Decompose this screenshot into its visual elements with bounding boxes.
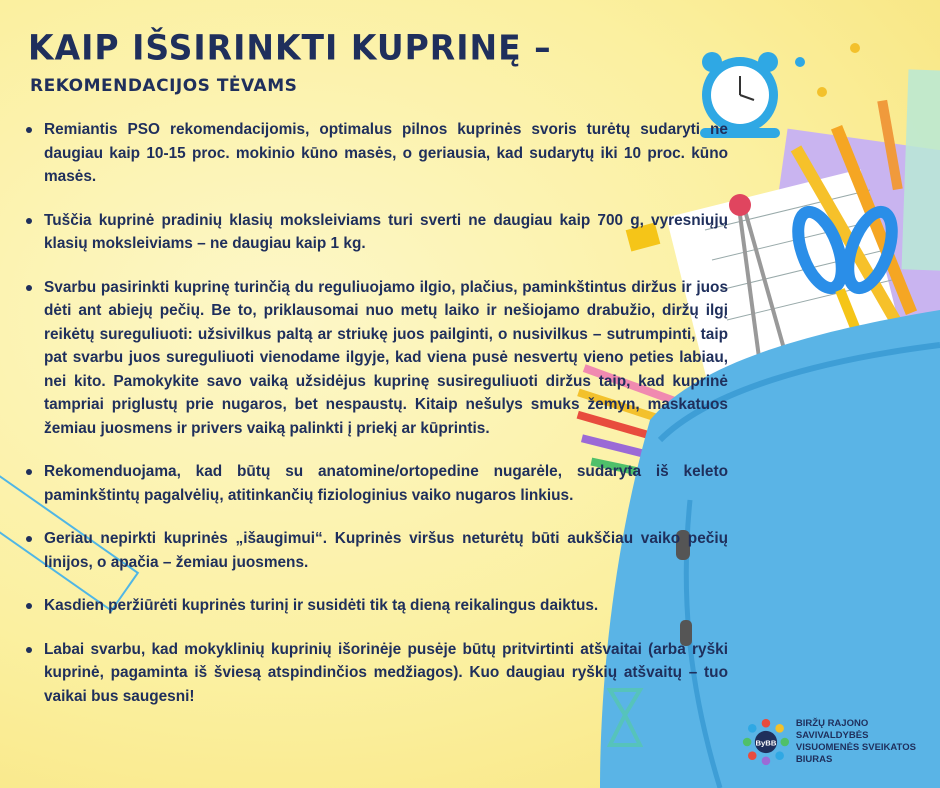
list-item: Remiantis PSO rekomendacijomis, optimalus pilnos kuprinės svoris turėtų sudaryti ne daugiau kaip 10-15 proc. mokinio kūno masės, o geriausia, kad sudarytų iki 10 proc. kūno masės. xyxy=(22,118,728,189)
page-title: KAIP IŠSIRINKTI KUPRINĘ – xyxy=(28,27,552,68)
list-item: Geriau nepirkti kuprinės „išaugimui“. Kuprinės viršus neturėtų būti aukščiau vaiko pečių linijos, o apačia – žemiau juosmens. xyxy=(22,527,728,574)
page-subtitle: REKOMENDACIJOS TĖVAMS xyxy=(30,76,298,96)
list-item: Tuščia kuprinė pradinių klasių moksleiviams turi sverti ne daugiau kaip 700 g, vyresniųjų klasių moksleiviams – ne daugiau kaip 1 kg. xyxy=(22,209,728,256)
logo-badge: ByBB xyxy=(755,738,777,748)
list-item: Labai svarbu, kad mokyklinių kuprinių išorinėje pusėje būtų pritvirtinti atšvaitai (arba ryški kuprinė, pagaminta iš šviesą atspindinčios medžiagos). Kuo daugiau ryškių atšvaitų – tuo vaikai bus saugesni! xyxy=(22,638,728,709)
organization-logo xyxy=(742,712,932,772)
pushpin-icon xyxy=(795,43,860,97)
logo-line-2: VISUOMENĖS SVEIKATOS BIURAS xyxy=(795,742,916,765)
list-item: Svarbu pasirinkti kuprinę turinčią du reguliuojamo ilgio, plačius, paminkštintus diržus ir juos dėti ant abiejų pečių. Be to, priklausomai nuo metų laiko ir nešiojamo drabužio, diržų ilgį reikėtų sureguliuoti: užsivilkus paltą ar striukę juos pailginti, o nusivilkus – sutrumpinti, taip pat svarbu juos sureguliuoti vienodame ilgyje, kad viena pusė nesvertų vieno peties labiau, nei kito. Pamokykite savo vaiką užsidėjus kuprinę susireguliuoti diržus taip, kad kuprinė tampriai priglustų prie nugaros, bet nespaustų. Kitaip nešulys smuks žemyn, maskatuos žemiau juosmens ir privers vaiką palinkti į priekį ar kūprintis. xyxy=(22,276,728,441)
recommendation-list xyxy=(22,118,728,728)
ruler-icon xyxy=(902,69,940,270)
list-item: Rekomenduojama, kad būtų su anatomine/ortopedine nugarėle, sudaryta iš keleto paminkštintų pagalvėlių, atitinkančių fiziologinius vaiko nugaros linkius. xyxy=(22,460,728,507)
list-item: Kasdien peržiūrėti kuprinės turinį ir susidėti tik tą dieną reikalingus daiktus. xyxy=(22,594,728,618)
people-circle-icon xyxy=(742,714,790,770)
logo-line-1: BIRŽŲ RAJONO SAVIVALDYBĖS xyxy=(795,718,869,741)
